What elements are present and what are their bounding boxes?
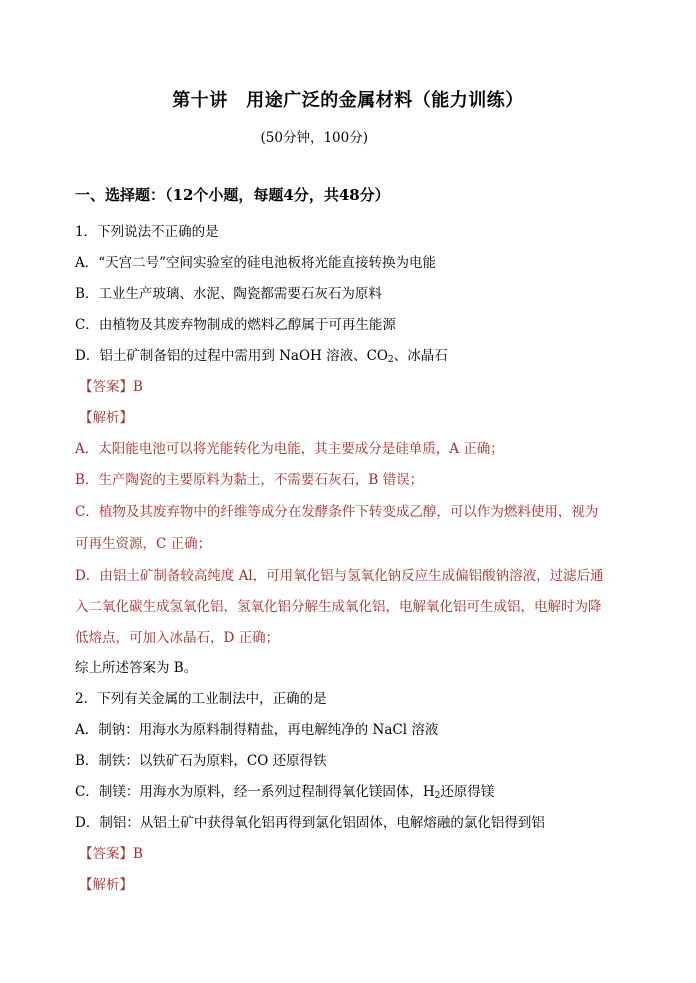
section-heading: 一、选择题：（12个小题，每题4分，共48分） <box>75 186 390 204</box>
explanation-d-line-1: D．由铝土矿制备较高纯度 Al，可用氧化铝与氢氧化钠反应生成偏铝酸钠溶液，过滤后通 <box>75 568 604 584</box>
explanation-b: B．生产陶瓷的主要原料为黏土，不需要石灰石，B 错误； <box>75 472 424 488</box>
question-1-analysis-heading: 【解析】 <box>79 410 133 426</box>
explanation-a: A．太阳能电池可以将光能转化为电能，其主要成分是硅单质，A 正确； <box>75 441 504 457</box>
explanation-d-line-2: 入二氧化碳生成氢氧化铝，氢氧化铝分解生成氧化铝，电解氧化铝可生成铝，电解时为降 <box>75 599 602 615</box>
option-c-text-end: 还原得镁 <box>440 784 495 800</box>
subscript-2: 2 <box>388 355 394 365</box>
explanation-c-line-1: C．植物及其废弃物中的纤维等成分在发酵条件下转变成乙醇，可以作为燃料使用，视为 <box>75 504 599 520</box>
question-1-summary: 综上所述答案为 B。 <box>75 660 198 676</box>
question-2-analysis-heading: 【解析】 <box>79 877 133 893</box>
option-d-text: D．铝土矿制备铝的过程中需用到 NaOH 溶液、CO <box>75 348 389 364</box>
option-c-text: C．制镁：用海水为原料，经一系列过程制得氧化镁固体，H <box>75 784 435 800</box>
subtitle-text: (50分钟，100分) <box>260 130 368 146</box>
explanation-d-line-3: 低熔点，可加入冰晶石，D 正确； <box>75 630 280 646</box>
question-1-option-a: A．“天宫二号”空间实验室的硅电池板将光能直接转换为电能 <box>75 255 437 271</box>
question-1-answer: 【答案】B <box>79 379 143 395</box>
question-2-option-b: B．制铁：以铁矿石为原料，CO 还原得铁 <box>75 753 327 769</box>
question-1-option-d <box>75 344 448 364</box>
explanation-c-line-2: 可再生资源，C 正确； <box>75 536 212 552</box>
question-2-option-a: A．制钠：用海水为原料制得精盐，再电解纯净的 NaCl 溶液 <box>75 722 439 738</box>
page-subtitle <box>0 126 626 146</box>
question-2-stem: 2．下列有关金属的工业制法中，正确的是 <box>75 691 327 707</box>
page-title: 第十讲 用途广泛的金属材料（能力训练） <box>172 90 524 111</box>
question-2-option-c <box>75 780 494 800</box>
subscript-2: 2 <box>434 791 441 801</box>
question-1-option-c: C．由植物及其废弃物制成的燃料乙醇属于可再生能源 <box>75 317 396 333</box>
option-d-text-end: 、冰晶石 <box>393 348 448 364</box>
question-2-option-d: D．制铝：从铝土矿中获得氧化铝再得到氯化铝固体，电解熔融的氯化铝得到铝 <box>75 815 545 831</box>
question-1-option-b: B．工业生产玻璃、水泥、陶瓷都需要石灰石为原料 <box>75 286 382 302</box>
question-2-answer: 【答案】B <box>79 846 143 862</box>
question-1-stem: 1．下列说法不正确的是 <box>75 224 219 240</box>
